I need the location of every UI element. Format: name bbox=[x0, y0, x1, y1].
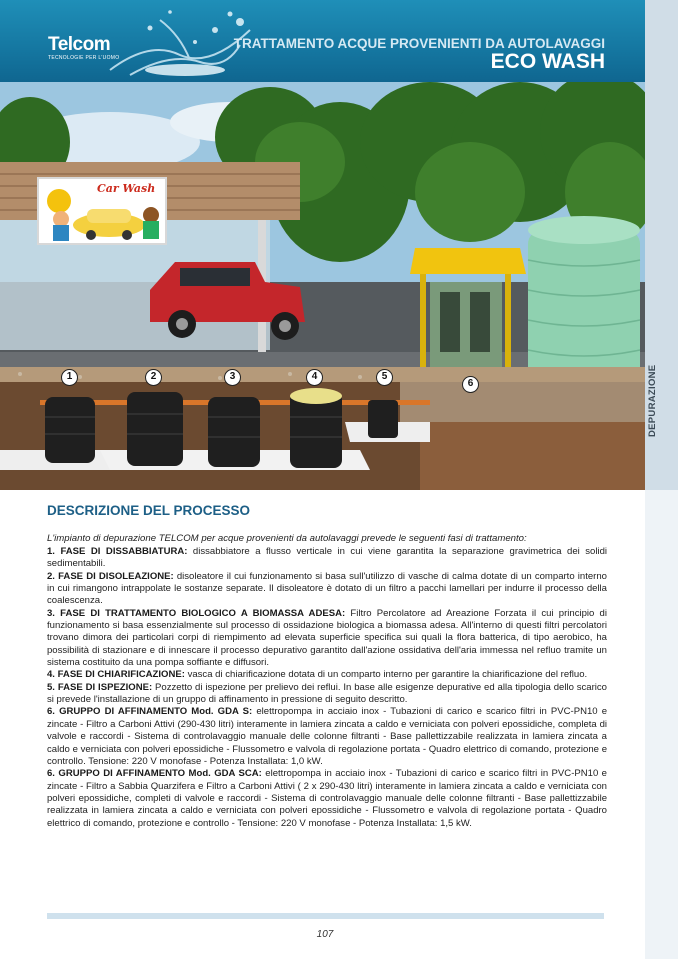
right-sidebar bbox=[645, 0, 678, 959]
phase-1 bbox=[47, 546, 607, 571]
section-title: DESCRIZIONE DEL PROCESSO bbox=[47, 503, 251, 518]
phase-label: 4. FASE DI CHIARIFICAZIONE: bbox=[47, 669, 185, 681]
header-title: ECO WASH bbox=[490, 50, 605, 73]
phase-label: 1. FASE DI DISSABBIATURA: bbox=[47, 546, 188, 557]
telcom-logo bbox=[48, 36, 119, 61]
marker-1: 1 bbox=[61, 369, 78, 386]
marker-3: 3 bbox=[224, 369, 241, 386]
process-phases bbox=[47, 546, 607, 830]
page-number bbox=[0, 929, 678, 940]
phase-text: elettropompa in acciaio inox - Tubazioni di carico e scarico filtri in PVC-PN10 e zincate - Filtro a Carboni Attivi (290-430 litri) interamente in lamiera zincata a caldo e verniciata con polveri epossidiche, completa di valvole e raccordi - Sistema di controlavaggio manuale delle colonne filtranti - Base pallettizzabile realizzata in lamiera zincata a caldo e verniciata con polveri epossidiche - Flussometro e valvola di regolazione portata - Quadro elettrico di comando, protezione e controllo. Tensione: 220 V monofase - Potenza Installata: 1,0 kW. bbox=[47, 706, 608, 767]
phase-3 bbox=[47, 608, 607, 670]
phase-label: 6. GRUPPO DI AFFINAMENTO Mod. GDA SCA: bbox=[47, 768, 262, 780]
header-band bbox=[0, 0, 645, 82]
bottom-divider bbox=[47, 913, 604, 919]
logo-brand: Telcom bbox=[48, 34, 111, 55]
sidebar-section-label bbox=[647, 407, 661, 437]
phase-label: 6. GRUPPO DI AFFINAMENTO Mod. GDA S: bbox=[47, 706, 253, 718]
phase-label: 5. FASE DI ISPEZIONE: bbox=[47, 681, 153, 693]
phase-text: disoleatore il cui funzionamento si basa sull'utilizzo di vasche di calma dotate di un comparto interno in cui rimangono intrappolate le sostanze separate. Il disoleatore è dotato di un filtro a pacchi lamellari per indurre il processo della coalescenza. bbox=[47, 570, 607, 607]
marker-5: 5 bbox=[376, 369, 393, 386]
phase-text: Pozzetto di ispezione per prelievo dei reflui. In base alle esigenze depurative ed alla tipologia dello scarico si prevede l'installazione di un gruppo di affinamento in pressione di seguito descritto. bbox=[47, 681, 607, 706]
phase-text: vasca di chiarificazione dotata di un comparto interno per garantire la chiarificazione del refluo. bbox=[184, 669, 588, 681]
phase-label: 2. FASE DI DISOLEAZIONE: bbox=[47, 570, 174, 582]
phase-6-gda-sca bbox=[47, 768, 607, 830]
phase-text: Filtro Percolatore ad Areazione Forzata il cui principio di funzionamento si basa essenzialmente sul processo di ossidazione biologica a biomassa adesa. All'interno di questi filtri percolatori trovano dimora dei particolari corpi di riempimento ad elevata superficie specifica sui quali la flora batterica, di tipo aerobico, ha possibilità di stazionare e di innescare il processo depurativo garantito dall'azione ossidativa dell'aria immessa nel refluo tramite un sistema costituito da una pompa soffiante e diffusori. bbox=[47, 607, 607, 669]
phase-2 bbox=[47, 571, 607, 608]
marker-2: 2 bbox=[145, 369, 162, 386]
intro-text: L'impianto di depurazione TELCOM per acque provenienti da autolavaggi prevede le seguenti fasi di trattamento: bbox=[47, 533, 527, 544]
marker-6: 6 bbox=[462, 376, 479, 393]
marker-4: 4 bbox=[306, 369, 323, 386]
phase-4 bbox=[47, 669, 607, 681]
plant-illustration bbox=[0, 82, 645, 490]
phase-label: 3. FASE DI TRATTAMENTO BIOLOGICO A BIOMASSA ADESA: bbox=[47, 607, 346, 619]
phase-text: elettropompa in acciaio inox - Tubazioni di carico e scarico filtri in PVC-PN10 e zincate - Filtro a Sabbia Quarzifera e Filtro a Carboni Attivi ( 2 x 290-430 litri) interamente in lamiera zincata a caldo e verniciata con polveri epossidiche, completi di valvole e raccordi - Sistema di controlavaggio manuale delle colonne filtranti - Base pallettizzabile realizzata in lamiera zincata a caldo e verniciata con polveri epossidiche - Flussometro e valvola di regolazione portata - Quadro elettrico di comando, protezione e controllo - Tensione: 220 V monofase - Potenza Installata: 1,5 kW. bbox=[47, 768, 607, 829]
car-wash-sign bbox=[37, 177, 167, 245]
plant-scene-drawing bbox=[0, 82, 645, 490]
logo-tagline: TECNOLOGIE PER L'UOMO bbox=[48, 55, 120, 61]
page-number-text: 107 bbox=[316, 929, 334, 940]
phase-6-gda-s bbox=[47, 706, 607, 768]
header-subtitle: TRATTAMENTO ACQUE PROVENIENTI DA AUTOLAVAGGI bbox=[233, 36, 605, 51]
phase-5 bbox=[47, 682, 607, 707]
car-wash-sign-text: Car Wash bbox=[97, 182, 156, 195]
phase-text: dissabbiatore a flusso verticale in cui viene garantita la separazione gravimetrica dei solidi sedimentabili. bbox=[47, 546, 608, 570]
